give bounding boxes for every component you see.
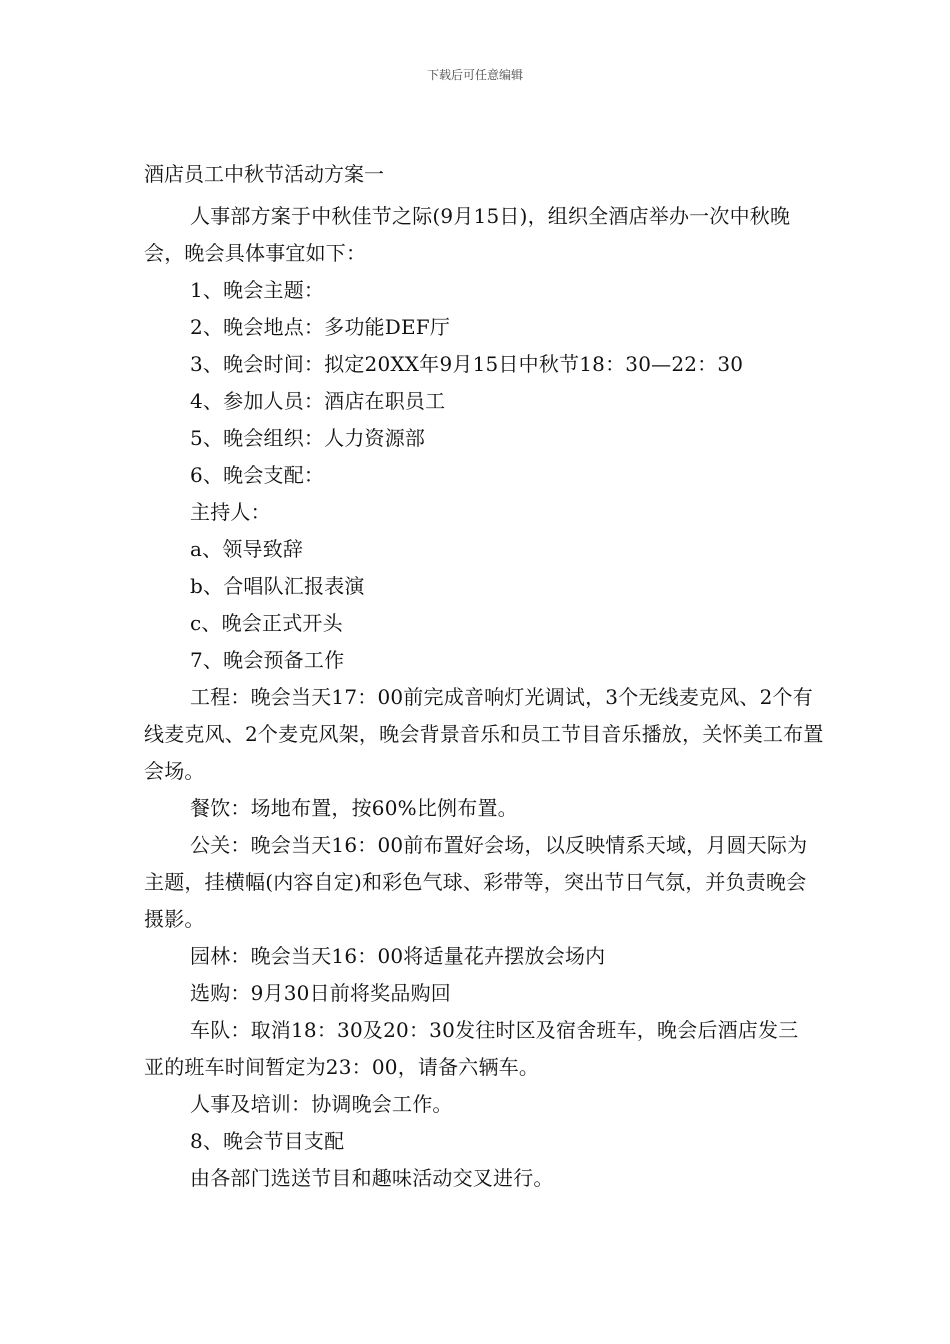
paragraph-intro: 人事部方案于中秋佳节之际(9月15日)，组织全酒店举办一次中秋晚会，晚会具体事宜如下： [144,204,791,265]
document-body [144,156,824,1197]
paragraph-item-3: 3、晚会时间：拟定20XX年9月15日中秋节18：30—22：30 [190,352,744,376]
paragraph-item-7: 7、晚会预备工作 [190,648,345,672]
paragraph-closing: 由各部门选送节目和趣味活动交叉进行。 [190,1166,554,1190]
paragraph-item-4: 4、参加人员：酒店在职员工 [190,389,446,413]
document-title: 酒店员工中秋节活动方案一 [144,162,384,186]
paragraph-fleet: 车队：取消18：30及20：30发往时区及宿舍班车，晚会后酒店发三亚的班车时间暂定为23：00，请备六辆车。 [144,1018,799,1079]
paragraph-host: 主持人： [190,500,271,524]
paragraph-hr: 人事及培训：协调晚会工作。 [190,1092,453,1116]
paragraph-sub-b: b、合唱队汇报表演 [190,574,365,598]
paragraph-gardening: 园林：晚会当天16：00将适量花卉摆放会场内 [190,944,606,968]
paragraph-sub-c: c、晚会正式开头 [190,611,343,635]
paragraph-sub-a: a、领导致辞 [190,537,304,561]
page-header: 下载后可任意编辑 [426,68,523,82]
paragraph-item-1: 1、晚会主题： [190,278,325,302]
paragraph-purchasing: 选购：9月30日前将奖品购回 [190,981,451,1005]
paragraph-pr: 公关：晚会当天16：00前布置好会场，以反映情系天域，月圆天际为主题，挂横幅(内容自定)和彩色气球、彩带等，突出节日气氛，并负责晚会摄影。 [144,833,808,931]
paragraph-item-6: 6、晚会支配： [190,463,325,487]
paragraph-item-8: 8、晚会节目支配 [190,1129,345,1153]
paragraph-item-2: 2、晚会地点：多功能DEF厅 [190,315,451,339]
paragraph-item-5: 5、晚会组织：人力资源部 [190,426,426,450]
paragraph-catering: 餐饮：场地布置，按60%比例布置。 [190,796,518,820]
paragraph-engineering: 工程：晚会当天17：00前完成音响灯光调试，3个无线麦克风、2个有线麦克风、2个麦克风架，晚会背景音乐和员工节目音乐播放，关怀美工布置会场。 [144,685,824,783]
